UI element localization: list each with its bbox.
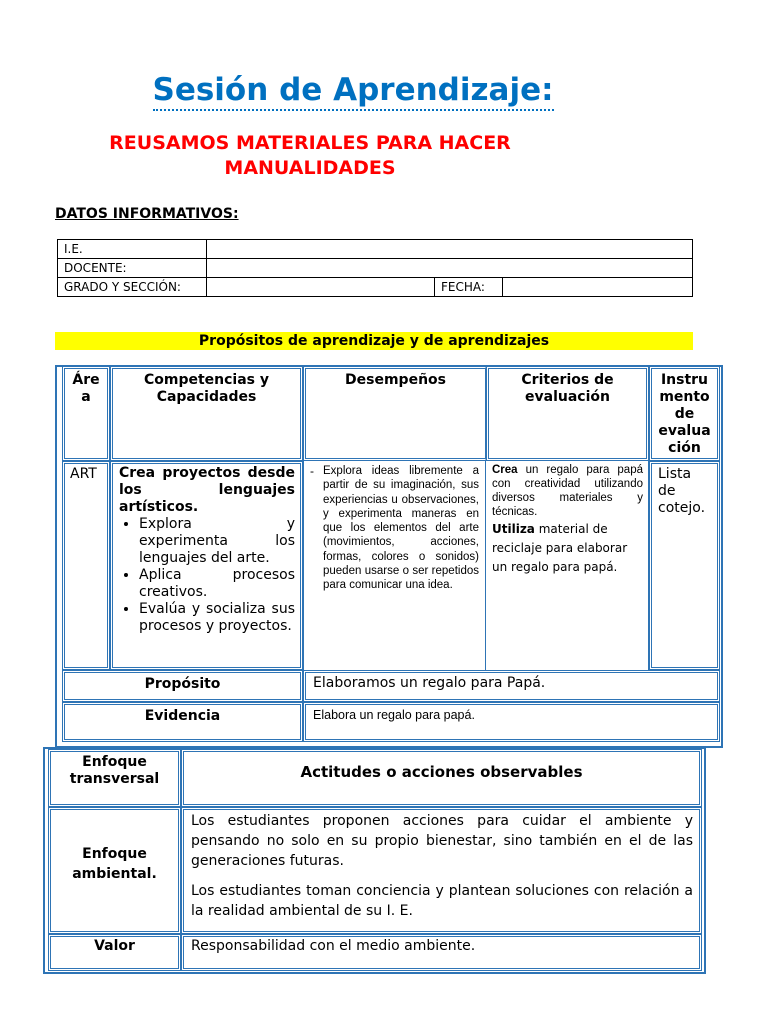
actitud-1: Los estudiantes proponen acciones para cuidar el ambiente y pensando no solo en su propio bienestar, sino también en el de las generaciones futuras.	[191, 813, 693, 869]
criterio-2-verb: Utiliza	[492, 522, 535, 536]
competencias-cell	[110, 461, 303, 670]
capacidades-list	[119, 516, 295, 635]
header-competencias: Competencias y Capacidades	[110, 366, 303, 461]
evidencia-value: Elabora un regalo para papá.	[303, 702, 720, 742]
capacidad-item: • Aplica procesos creativos.	[139, 567, 295, 601]
desempenos-cell	[303, 461, 486, 670]
criterio-2	[492, 520, 643, 577]
session-subtitle: REUSAMOS MATERIALES PARA HACER MANUALIDADES	[109, 132, 511, 179]
proposito-label: Propósito	[62, 670, 303, 702]
desempeno-text: Explora ideas libremente a partir de su imaginación, sus experiencias u observaciones, y experimenta maneras en que los elementos del arte (movimientos, acciones, formas, colores o sonidos) pueden usarse o ser repetidos para comunicar una idea.	[323, 465, 479, 592]
ie-label: I.E.	[58, 240, 207, 259]
header-area: Áre a	[62, 366, 110, 461]
criterio-1	[492, 463, 643, 519]
area-value: ART	[62, 461, 110, 670]
purpose-bar: Propósitos de aprendizaje y de aprendizajes	[55, 332, 693, 350]
criterio-1-verb: Crea	[492, 464, 518, 476]
dash-bullet: -	[310, 464, 314, 478]
valor-value: Responsabilidad con el medio ambiente.	[181, 934, 702, 971]
info-row-ie	[58, 240, 693, 259]
header-criterios: Criterios de evaluación	[486, 366, 649, 461]
grado-value[interactable]	[207, 278, 435, 297]
actitudes-cell	[181, 807, 702, 934]
capacidad-item: • Explora y experimenta los lenguajes del arte.	[139, 516, 295, 567]
docente-value[interactable]	[207, 259, 693, 278]
header-actitudes: Actitudes o acciones observables	[181, 749, 702, 807]
datos-informativos-heading: DATOS INFORMATIVOS:	[55, 206, 239, 222]
page-title-text: Sesión de Aprendizaje:	[153, 72, 554, 111]
competencia-title: Crea proyectos desde los lenguajes artísticos.	[119, 465, 295, 515]
instrumento-value: Lista de cotejo.	[649, 461, 720, 670]
ie-value[interactable]	[207, 240, 693, 259]
criterio-2-text: material de reciclaje para elaborar un regalo para papá.	[492, 522, 628, 574]
evidencia-label: Evidencia	[62, 702, 303, 742]
valor-label: Valor	[48, 934, 181, 971]
header-enfoque-transversal: Enfoque transversal	[48, 749, 181, 807]
capacidad-item: • Evalúa y socializa sus procesos y proyectos.	[139, 601, 295, 635]
criterios-cell	[486, 461, 649, 670]
fecha-label: FECHA:	[435, 278, 503, 297]
docente-label: DOCENTE:	[58, 259, 207, 278]
info-row-docente	[58, 259, 693, 278]
grado-label: GRADO Y SECCIÓN:	[58, 278, 207, 297]
fecha-value[interactable]	[503, 278, 693, 297]
header-instrumento: Instru mento de evalua ción	[649, 366, 720, 461]
proposito-value: Elaboramos un regalo para Papá.	[303, 670, 720, 702]
actitud-2: Los estudiantes toman conciencia y plantean soluciones con relación a la realidad ambiental de su I. E.	[191, 883, 693, 919]
criterio-1-text: un regalo para papá con creatividad utilizando diversos materiales y técnicas.	[492, 464, 643, 518]
info-row-grado	[58, 278, 693, 297]
enfoque-ambiental-label: Enfoque ambiental.	[48, 807, 181, 934]
page-title	[0, 72, 706, 108]
header-desempenos: Desempeños	[303, 366, 486, 461]
info-table	[57, 239, 693, 297]
